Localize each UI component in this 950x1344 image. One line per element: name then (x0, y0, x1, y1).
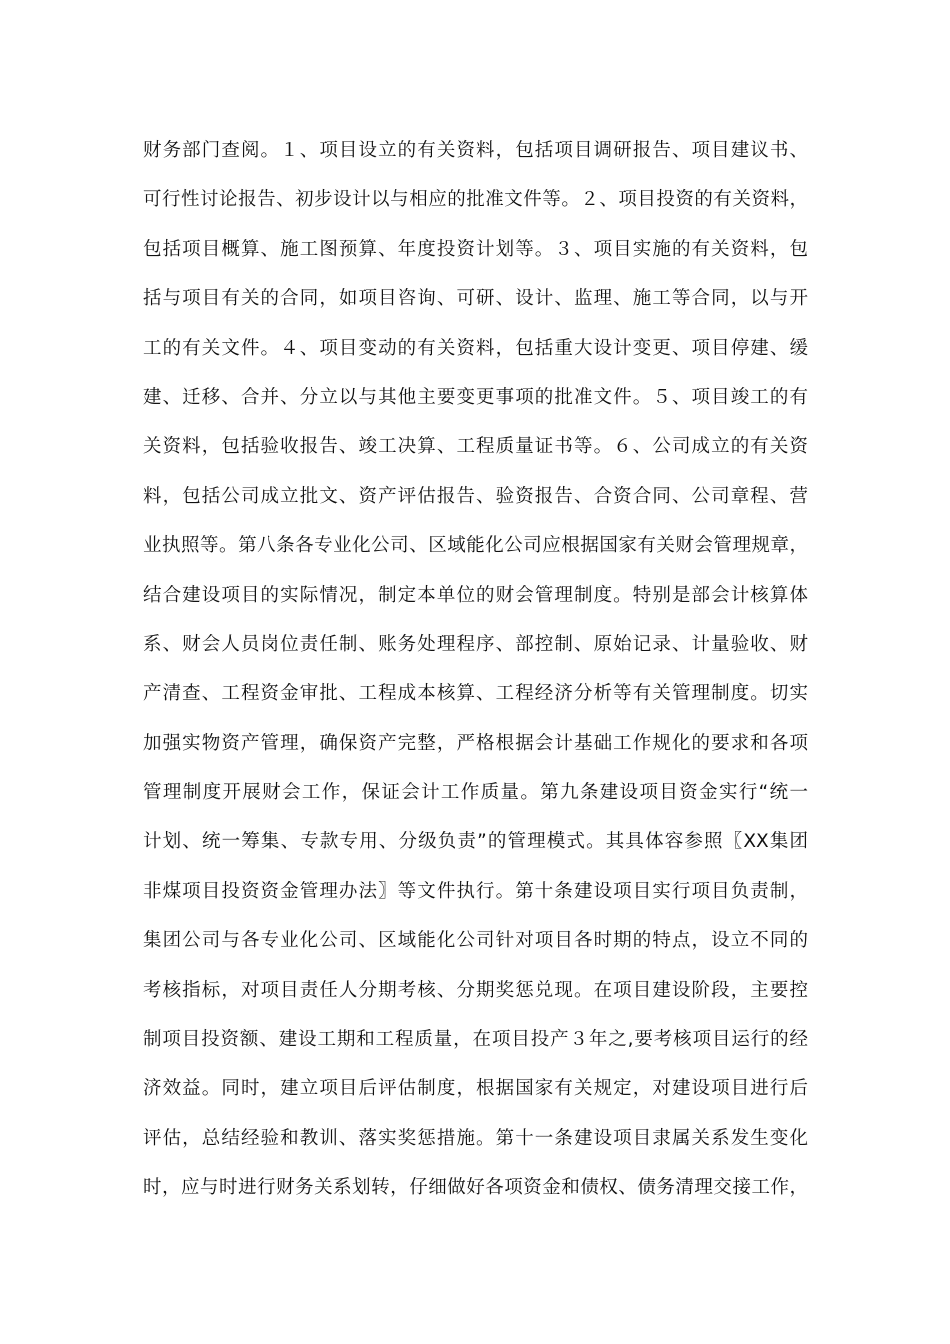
text-line-2: 可行性讨论报告、初步设计以与相应的批准文件等。２、项目投资的有关资料， (143, 189, 808, 211)
text-line-3: 包括项目概算、施工图预算、年度投资计划等。３、项目实施的有关资料，包 (143, 238, 808, 260)
text-line-13: 加强实物资产管理，确保资产完整，严格根据会计基础工作规化的要求和各项 (143, 732, 808, 754)
text-line-8: 料，包括公司成立批文、资产评估报告、验资报告、合资合同、公司章程、营 (143, 485, 808, 507)
text-line-10: 结合建设项目的实际情况，制定本单位的财会管理制度。特别是部会计核算体 (143, 584, 808, 606)
text-line-4: 括与项目有关的合同，如项目咨询、可研、设计、监理、施工等合同，以与开 (143, 288, 808, 310)
text-line-17: 集团公司与各专业化公司、区域能化公司针对项目各时期的特点，设立不同的 (143, 930, 808, 952)
text-line-22: 时，应与时进行财务关系划转，仔细做好各项资金和债权、债务清理交接工作， (143, 1177, 808, 1199)
text-line-21: 评估，总结经验和教训、落实奖惩措施。第十一条建设项目隶属关系发生变化 (143, 1127, 808, 1149)
body-text (143, 131, 808, 1218)
text-line-18: 考核指标，对项目责任人分期考核、分期奖惩兑现。在项目建设阶段，主要控 (143, 979, 808, 1001)
text-line-5: 工的有关文件。４、项目变动的有关资料，包括重大设计变更、项目停建、缓 (143, 337, 808, 359)
text-line-12: 产清查、工程资金审批、工程成本核算、工程经济分析等有关管理制度。切实 (143, 683, 808, 705)
text-line-11: 系、财会人员岗位责任制、账务处理程序、部控制、原始记录、计量验收、财 (143, 633, 808, 655)
text-line-6: 建、迁移、合并、分立以与其他主要变更事项的批准文件。５、项目竣工的有 (143, 386, 808, 408)
text-line-16: 非煤项目投资资金管理办法〗等文件执行。第十条建设项目实行项目负责制， (143, 880, 808, 902)
text-line-19: 制项目投资额、建设工期和工程质量，在项目投产３年之,要考核项目运行的经 (143, 1029, 808, 1051)
text-line-7: 关资料，包括验收报告、竣工决算、工程质量证书等。６、公司成立的有关资 (143, 436, 808, 458)
text-line-9: 业执照等。第八条各专业化公司、区域能化公司应根据国家有关财会管理规章， (143, 535, 808, 557)
text-line-1: 财务部门查阅。１、项目设立的有关资料，包括项目调研报告、项目建议书、 (143, 140, 808, 161)
text-line-15: 计划、统一筹集、专款专用、分级负责”的管理模式。其具体容参照〖XX集团 (143, 831, 808, 853)
text-line-14: 管理制度开展财会工作，保证会计工作质量。第九条建设项目资金实行“统一 (143, 782, 808, 804)
text-line-20: 济效益。同时，建立项目后评估制度，根据国家有关规定，对建设项目进行后 (143, 1078, 808, 1100)
